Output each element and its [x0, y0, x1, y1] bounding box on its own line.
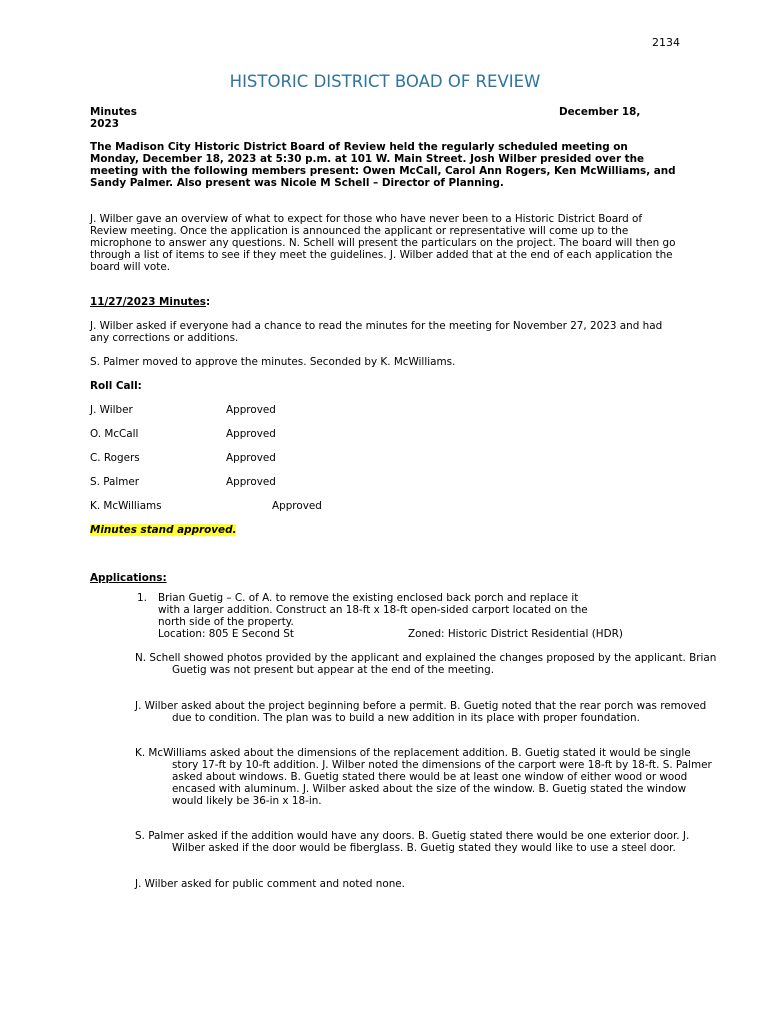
roll-call-heading: Roll Call: [90, 380, 142, 392]
roll-call-name: O. McCall [90, 428, 139, 440]
highlighted-text: Minutes stand approved. [90, 524, 237, 536]
intro-paragraph: The Madison City Historic District Board of Review held the regularly scheduled meeting on Monday, December 18, 2023 at 5:30 p.m. at 101 W. Main Street. Josh Wilber presided over the meeting with the following members present: Owen McCall, Carol Ann Rogers, Ken McWilliams, and Sandy Palmer. Also present was Nicole M Schell – Director of Planning. [90, 141, 676, 189]
minutes-motion-paragraph: S. Palmer moved to approve the minutes. Seconded by K. McWilliams. [90, 356, 456, 368]
applications-heading: Applications: [90, 572, 167, 584]
roll-call-name: J. Wilber [90, 404, 133, 416]
minutes-approved-note [90, 524, 236, 536]
minutes-heading-suffix: : [205, 296, 211, 308]
minutes-section-heading [90, 296, 210, 308]
page-number: 2134 [652, 36, 680, 49]
minutes-review-paragraph: J. Wilber asked if everyone had a chance to read the minutes for the meeting for November 27, 2023 and had any corrections or additions. [90, 320, 663, 344]
roll-call-vote: Approved [226, 452, 276, 464]
roll-call-name: C. Rogers [90, 452, 140, 464]
roll-call-vote: Approved [272, 500, 322, 512]
application-location: Location: 805 E Second St [158, 628, 294, 640]
application-number: 1. [137, 592, 147, 604]
roll-call-name: S. Palmer [90, 476, 140, 488]
application-discussion-paragraph: J. Wilber asked about the project beginning before a permit. B. Guetig noted that the rear porch was removed due to condition. The plan was to build a new addition in its place with proper foundation. [135, 700, 707, 724]
minutes-heading-text: 11/27/2023 Minutes [90, 296, 206, 308]
application-discussion-paragraph: J. Wilber asked for public comment and noted none. [135, 878, 405, 890]
roll-call-vote: Approved [226, 404, 276, 416]
application-description-line: north side of the property. [158, 616, 294, 628]
minutes-label: Minutes [90, 106, 137, 118]
application-zoning: Zoned: Historic District Residential (HDR) [408, 628, 623, 640]
application-description-line: with a larger addition. Construct an 18-ft x 18-ft open-sided carport located on the [158, 604, 588, 616]
page-title: HISTORIC DISTRICT BOAD OF REVIEW [229, 72, 541, 91]
roll-call-vote: Approved [226, 476, 276, 488]
meeting-date-line1: December 18, [559, 106, 641, 118]
meeting-date-line2: 2023 [90, 118, 119, 130]
roll-call-name: K. McWilliams [90, 500, 162, 512]
roll-call-vote: Approved [226, 428, 276, 440]
application-discussion-paragraph: S. Palmer asked if the addition would have any doors. B. Guetig stated there would be one exterior door. J. Wilber asked if the door would be fiberglass. B. Guetig stated they would like to use a steel door. [135, 830, 690, 854]
application-discussion-paragraph: N. Schell showed photos provided by the applicant and explained the changes proposed by the applicant. Brian Guetig was not present but appear at the end of the meeting. [135, 652, 717, 676]
application-description-line: Brian Guetig – C. of A. to remove the existing enclosed back porch and replace it [158, 592, 579, 604]
overview-paragraph: J. Wilber gave an overview of what to expect for those who have never been to a Historic District Board of Review meeting. Once the application is announced the applicant or representative will come up to the microphone to answer any questions. N. Schell will present the particulars on the project. The board will then go through a list of items to see if they meet the guidelines. J. Wilber added that at the end of each application the board will vote. [90, 213, 676, 273]
application-discussion-paragraph: K. McWilliams asked about the dimensions of the replacement addition. B. Guetig stated it would be single story 17-ft by 10-ft addition. J. Wilber noted the dimensions of the carport were 18-ft by 18-ft. S. Palmer asked about windows. B. Guetig stated there would be at least one window of either wood or wood encased with aluminum. J. Wilber asked about the size of the window. B. Guetig stated the window would likely be 36-in x 18-in. [135, 747, 712, 807]
